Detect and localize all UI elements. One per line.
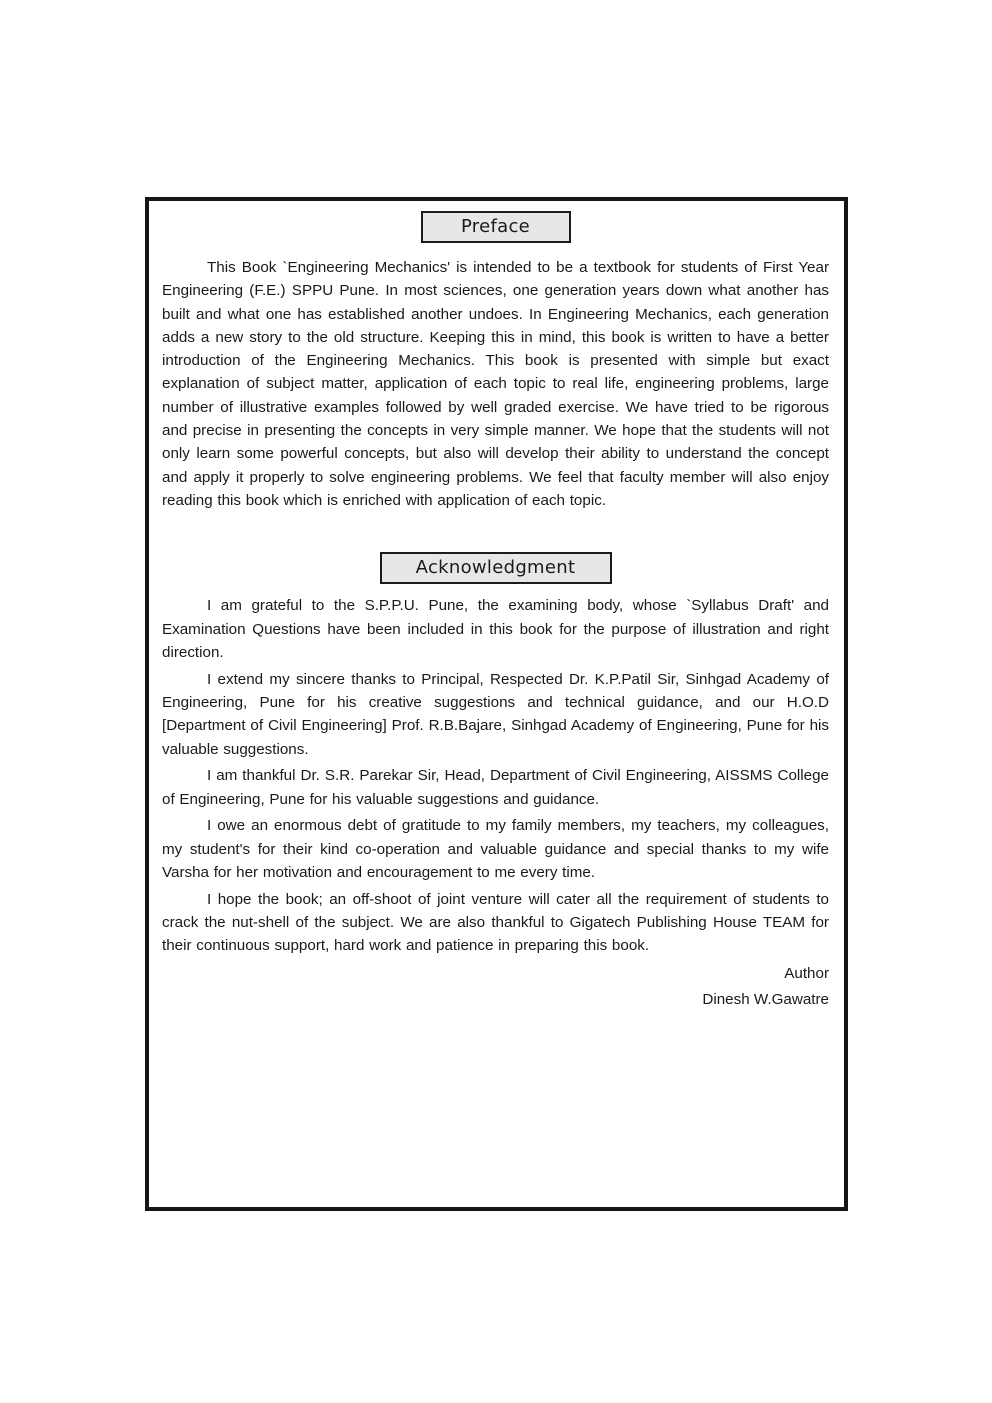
signature-block	[162, 961, 829, 1013]
signature-name: Dinesh W.Gawatre	[702, 990, 829, 1008]
acknowledgment-heading: Acknowledgment	[380, 552, 612, 584]
preface-heading: Preface	[421, 211, 571, 243]
section-spacer	[162, 512, 829, 552]
acknowledgment-paragraph: I owe an enormous debt of gratitude to my family members, my teachers, my colleagues, my student's for their kind co-operation and valuable guidance and special thanks to my wife Varsha for her motivation and encouragement to me every time.	[162, 817, 829, 882]
page-border-frame	[145, 197, 848, 1211]
preface-heading-wrap	[162, 201, 829, 243]
page-content	[162, 201, 829, 1013]
acknowledgment-paragraph: I hope the book; an off-shoot of joint venture will cater all the requirement of students to crack the nut-shell of the subject. We are also thankful to Gigatech Publishing House TEAM for their continuous support, hard work and patience in preparing this book.	[162, 890, 829, 955]
signature-role: Author	[784, 964, 829, 982]
acknowledgment-body	[162, 594, 829, 957]
acknowledgment-paragraph: I am grateful to the S.P.P.U. Pune, the examining body, whose `Syllabus Draft' and Examination Questions have been included in this book for the purpose of illustration and right direction.	[162, 597, 829, 661]
acknowledgment-paragraph: I am thankful Dr. S.R. Parekar Sir, Head, Department of Civil Engineering, AISSMS College of Engineering, Pune for his valuable suggestions and guidance.	[162, 767, 829, 808]
acknowledgment-heading-wrap	[162, 552, 829, 584]
preface-paragraph: This Book `Engineering Mechanics' is intended to be a textbook for students of First Year Engineering (F.E.) SPPU Pune. In most sciences, one generation years down what another has built and what one has established another undoes. In Engineering Mechanics, each generation adds a new story to the old structure. Keeping this in mind, this book is written to have a better introduction of the Engineering Mechanics. This book is presented with simple but exact explanation of subject matter, application of each topic to real life, engineering problems, large number of illustrative examples followed by well graded exercise. We have tried to be rigorous and precise in presenting the concepts in very simple manner. We hope that the students will not only learn some powerful concepts, but also will develop their ability to understand the concept and apply it properly to solve engineering problems. We feel that faculty member will also enjoy reading this book which is enriched with application of each topic.	[162, 259, 829, 509]
preface-body	[162, 256, 829, 512]
acknowledgment-paragraph: I extend my sincere thanks to Principal, Respected Dr. K.P.Patil Sir, Sinhgad Academy of Engineering, Pune for his creative suggestions and technical guidance, and our H.O.D [Department of Civil Engineering] Prof. R.B.Bajare, Sinhgad Academy of Engineering, Pune for his valuable suggestions.	[162, 670, 829, 758]
